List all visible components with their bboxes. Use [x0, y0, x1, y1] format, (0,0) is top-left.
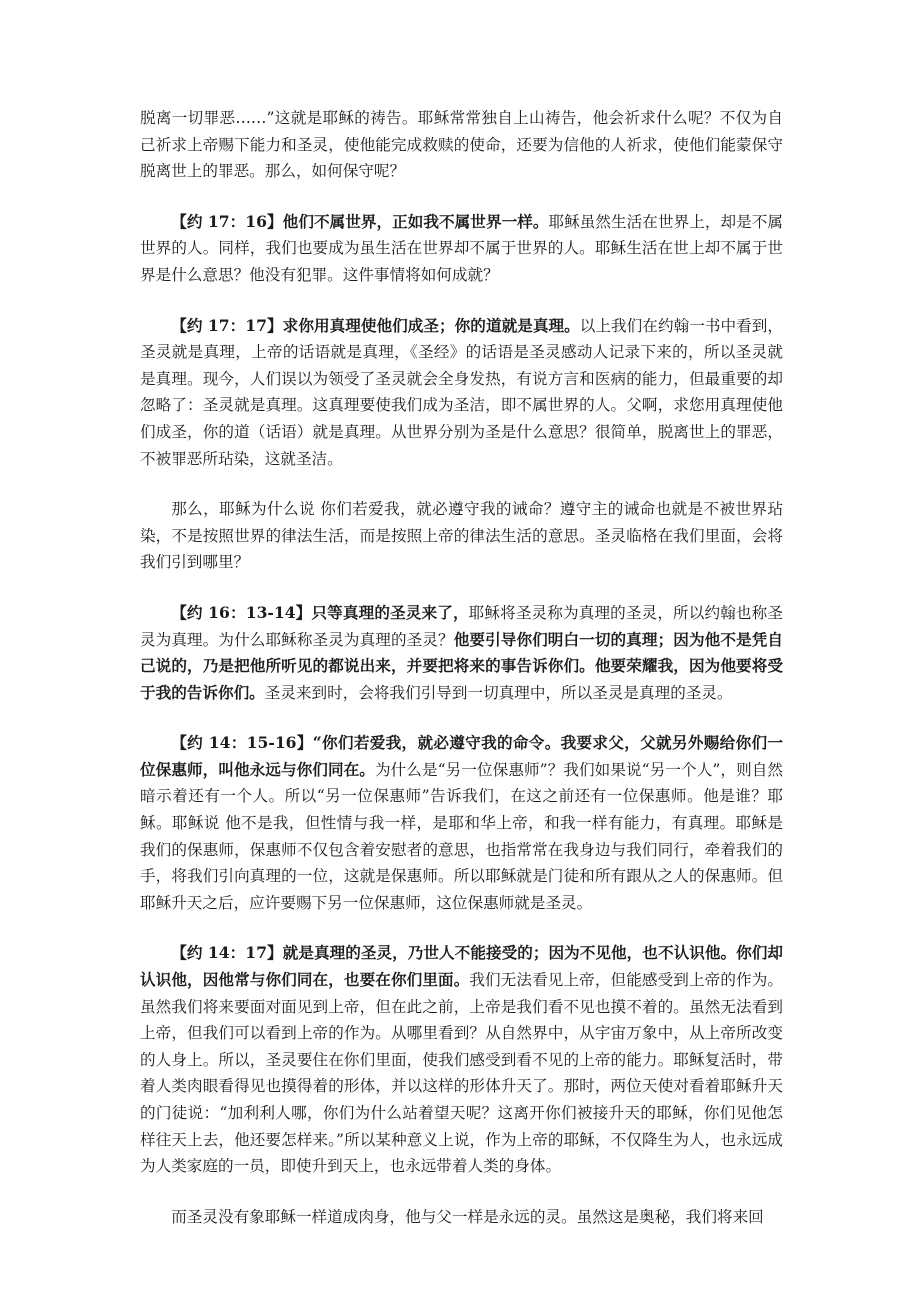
- text-run: 我们无法看见上帝，但能感受到上帝的作为。虽然我们将来要面对面见到上帝，但在此之前，上帝是我们看不见也摸不着的。虽然无法看到上帝，但我们可以看到上帝的作为。从哪里看到？从自然界中，从宇宙万象中，从上帝所改变的人身上。所以，圣灵要住在你们里面，使我们感受到看不见的上帝的能力。耶稣复活时，带着人类肉眼看得见也摸得着的形体，并以这样的形体升天了。那时，两位天使对看着耶稣升天的门徒说：“加利利人哪，你们为什么站着望天呢？这离开你们被接升天的耶稣，你们见他怎样往天上去，他还要怎样来。”所以某种意义上说，作为上帝的耶稣，不仅降生为人，也永远成为人类家庭的一员，即使升到天上，也永远带着人类的身体。: [140, 971, 783, 1176]
- text-run: 那么，耶稣为什么说 你们若爱我，就必遵守我的诫命？遵守主的诫命也就是不被世界玷染，不是按照世界的律法生活，而是按照上帝的律法生活的意思。圣灵临格在我们里面，会将我们引到哪里？: [140, 500, 783, 572]
- paragraph-8: [140, 1204, 783, 1231]
- scripture-quote: 【约 14：15-16】“你们若爱我，就必遵守我的命令。我要求父，父就另外赐给你们一位保惠师，叫他永远与你们同在。: [140, 733, 783, 779]
- text-run: 为什么是“另一位保惠师”？我们如果说“另一个人”，则自然暗示着还有一个人。所以“另一位保惠师”告诉我们，在这之前还有一位保惠师。他是谁？耶稣。耶稣说 他不是我，但性情与我一样，是耶和华上帝，和我一样有能力，有真理。耶稣是我们的保惠师，保惠师不仅包含着安慰者的意思，也指常常在我身边与我们同行，牵着我们的手，将我们引向真理的一位，这就是保惠师。所以耶稣就是门徒和所有跟从之人的保惠师。但耶稣升天之后，应许要赐下另一位保惠师，这位保惠师就是圣灵。: [140, 760, 783, 912]
- paragraph-1: [140, 105, 783, 185]
- paragraph-5: [140, 600, 783, 706]
- text-run: 而圣灵没有象耶稣一样道成肉身，他与父一样是永远的灵。虽然这是奥秘，我们将来回: [171, 1207, 764, 1226]
- text-run: 圣灵来到时，会将我们引导到一切真理中，所以圣灵是真理的圣灵。: [264, 683, 733, 702]
- text-run: 以上我们在约翰一书中看到，圣灵就是真理，上帝的话语就是真理，《圣经》的话语是圣灵感动人记录下来的，所以圣灵就是真理。现今，人们误以为领受了圣灵就会全身发热，有说方言和医病的能力，但最重要的却忽略了：圣灵就是真理。这真理要使我们成为圣洁，即不属世界的人。父啊，求您用真理使他们成圣，你的道（话语）就是真理。从世界分别为圣是什么意思？很简单，脱离世上的罪恶，不被罪恶所玷染，这就圣洁。: [140, 316, 783, 468]
- scripture-quote: 【约 16：13-14】只等真理的圣灵来了，: [171, 602, 469, 622]
- scripture-quote: 【约 17：17】求你用真理使他们成圣；你的道就是真理。: [171, 315, 580, 335]
- paragraph-4: [140, 496, 783, 576]
- paragraph-3: [140, 313, 783, 473]
- text-run: 耶稣将圣灵称为真理的圣灵，所以约翰也称圣灵为真理。为什么耶稣称圣灵为真理的圣灵？: [140, 603, 783, 649]
- paragraph-6: [140, 730, 783, 916]
- scripture-quote: 【约 14：17】就是真理的圣灵，乃世人不能接受的；因为不见他，也不认识他。你们却认识他，因他常与你们同在，也要在你们里面。: [140, 943, 783, 990]
- document-body: [140, 105, 783, 1230]
- paragraph-7: [140, 940, 783, 1179]
- scripture-quote: 【约 17：16】他们不属世界，正如我不属世界一样。: [171, 211, 549, 231]
- paragraph-2: [140, 209, 783, 289]
- text-run: 耶稣虽然生活在世界上，却是不属世界的人。同样，我们也要成为虽生活在世界却不属于世界的人。耶稣生活在世上却不属于世界是什么意思？他没有犯罪。这件事情将如何成就？: [140, 212, 783, 284]
- text-run: 脱离一切罪恶……”这就是耶稣的祷告。耶稣常常独自上山祷告，他会祈求什么呢？不仅为自己祈求上帝赐下能力和圣灵，使他能完成救赎的使命，还要为信他的人祈求，使他们能蒙保守脱离世上的罪恶。那么，如何保守呢？: [140, 109, 783, 181]
- scripture-quote: 他要引导你们明白一切的真理；因为他不是凭自己说的，乃是把他所听见的都说出来，并要把将来的事告诉你们。他要荣耀我，因为他要将受于我的告诉你们。: [140, 629, 783, 702]
